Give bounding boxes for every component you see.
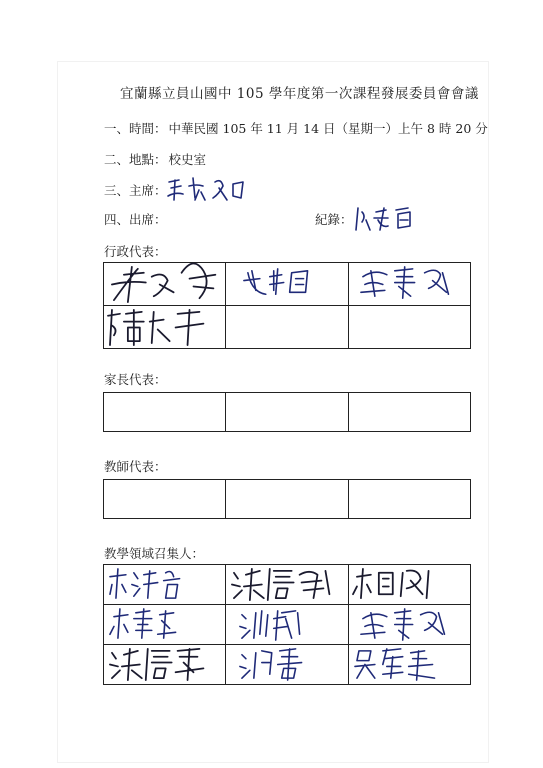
location-value: 校史室 [168, 152, 207, 167]
document-title: 宜蘭縣立員山國中 105 學年度第一次課程發展委員會會議 [120, 86, 479, 102]
convener-cell-2 [226, 565, 348, 605]
record-label: 紀錄： [315, 212, 353, 227]
admin-signature-table [103, 262, 471, 349]
recorder-signature [352, 204, 420, 234]
record-line [315, 210, 353, 228]
convener-signature-4 [104, 605, 225, 644]
chair-signature [165, 172, 250, 204]
convener-cell-1 [104, 565, 226, 605]
parent-cell-3 [348, 393, 470, 432]
convener-cell-9 [348, 645, 470, 685]
parent-cell-1 [104, 393, 226, 432]
convener-signature-9 [349, 645, 470, 684]
convener-signature-2 [226, 565, 347, 604]
meeting-attendance-line [104, 210, 169, 228]
convener-cell-8 [226, 645, 348, 685]
parents-section-label: 家長代表： [104, 372, 167, 387]
teacher-cell-2 [226, 480, 348, 519]
time-label: 一、時間： [104, 121, 167, 136]
meeting-location-line [104, 150, 206, 168]
parents-signature-table [103, 392, 471, 432]
meeting-chair-line [104, 181, 169, 199]
admin-cell-2 [226, 263, 348, 306]
admin-signature-3 [349, 263, 470, 305]
time-value: 中華民國 105 年 11 月 14 日（星期一）上午 8 時 20 分 [168, 121, 488, 136]
teacher-cell-3 [348, 480, 470, 519]
admin-signature-4 [104, 306, 225, 348]
teacher-cell-1 [104, 480, 226, 519]
parent-cell-2 [226, 393, 348, 432]
convener-signature-3 [349, 565, 470, 604]
convener-signature-6 [349, 605, 470, 644]
admin-cell-5 [226, 306, 348, 349]
convener-cell-6 [348, 605, 470, 645]
admin-cell-4 [104, 306, 226, 349]
convener-cell-3 [348, 565, 470, 605]
admin-signature-1 [104, 263, 225, 305]
conveners-section-label: 教學領域召集人： [104, 546, 205, 561]
convener-cell-5 [226, 605, 348, 645]
convener-cell-4 [104, 605, 226, 645]
admin-cell-6 [348, 306, 470, 349]
meeting-time-line [104, 119, 488, 137]
teachers-section-label: 教師代表： [104, 459, 167, 474]
admin-signature-2 [226, 263, 347, 305]
admin-cell-3 [348, 263, 470, 306]
chair-label: 三、主席： [104, 183, 167, 198]
convener-signature-8 [226, 645, 347, 684]
location-label: 二、地點： [104, 152, 167, 167]
attendance-label: 四、出席： [104, 212, 167, 227]
admin-cell-1 [104, 263, 226, 306]
admin-section-label: 行政代表： [104, 244, 167, 259]
convener-signature-1 [104, 565, 225, 604]
teachers-signature-table [103, 479, 471, 519]
convener-signature-7 [104, 645, 225, 684]
convener-cell-7 [104, 645, 226, 685]
convener-signature-5 [226, 605, 347, 644]
conveners-signature-table [103, 564, 471, 685]
